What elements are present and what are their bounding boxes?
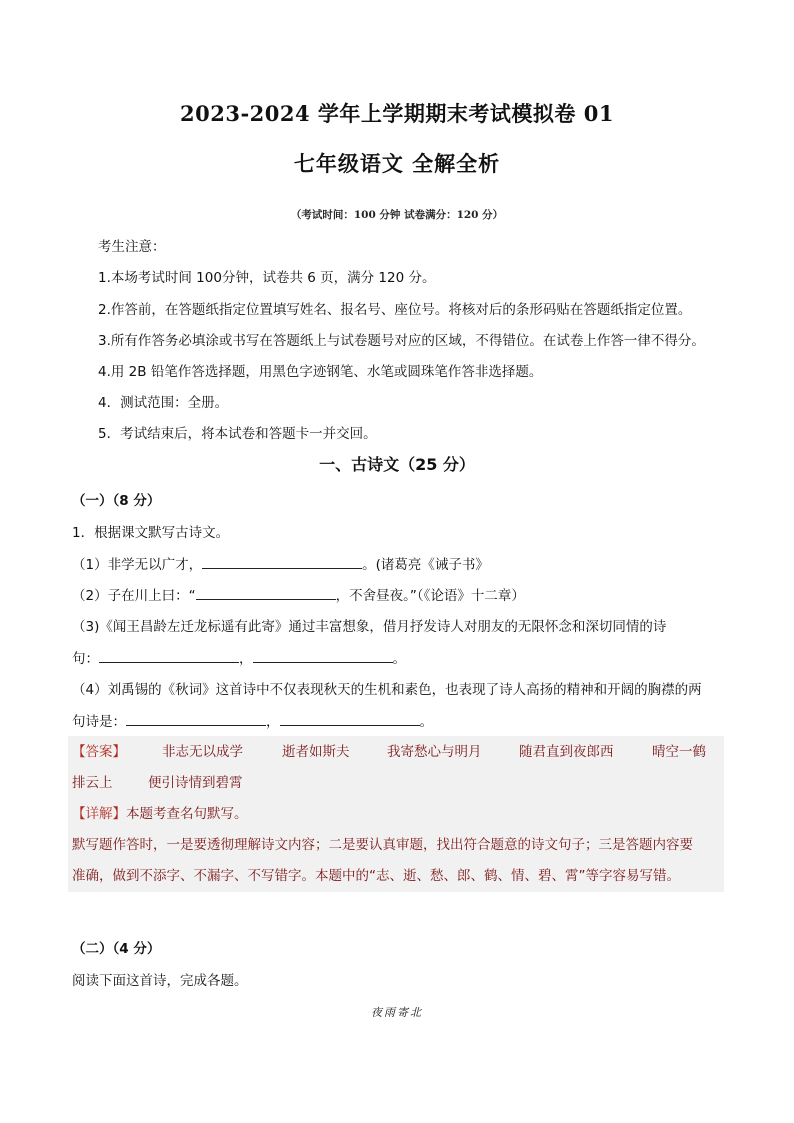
question-line (72, 711, 433, 732)
question-stem: 1．根据课文默写古诗文。 (72, 525, 230, 541)
question-text: （4）刘禹锡的《秋词》这首诗中不仅表现秋天的生机和素色，也表现了诗人高扬的精神和开阔的胸襟的两 (72, 682, 702, 698)
answer-item: 便引诗情到碧霄 (148, 775, 243, 791)
notice-heading: 考生注意： (98, 239, 166, 255)
question-text: （1）非学无以广才， (72, 557, 203, 573)
answer-item: 排云上 (72, 775, 113, 791)
answer-item: 我寄愁心与明月 (387, 744, 482, 760)
question-text: 句诗是： (72, 714, 126, 730)
poem-title: 夜雨寄北 (371, 1006, 423, 1019)
question-text: ，不舍昼夜。”（《论语》十二章） (335, 588, 525, 604)
notice-item: 1.本场考试时间 100分钟，试卷共 6 页，满分 120 分。 (98, 270, 436, 286)
question-text: 句： (72, 651, 99, 667)
instruction-text: 阅读下面这首诗，完成各题。 (72, 973, 248, 989)
notice-item: 5．考试结束后，将本试卷和答题卡一并交回。 (98, 426, 377, 442)
detail-tag: 【详解】 (72, 806, 126, 822)
notice-item: 2.作答前，在答题纸指定位置填写姓名、报名号、座位号。将核对后的条形码贴在答题纸指定位置。 (98, 302, 692, 318)
question-line (72, 648, 406, 669)
notice-item: 4．测试范围：全册。 (98, 395, 229, 411)
question-text: 。(诸葛亮《诫子书》 (362, 557, 489, 573)
answer-tag: 【答案】 (72, 744, 126, 760)
page-subtitle: 七年级语文 全解全析 (293, 152, 501, 176)
detail-row (72, 804, 248, 824)
part-label: （一）（8 分） (72, 493, 161, 509)
answer-blank[interactable] (196, 585, 336, 600)
answer-blank[interactable] (253, 648, 393, 663)
question-text: 。 (392, 651, 406, 667)
answer-item: 非志无以成学 (162, 744, 243, 760)
notice-item: 4.用 2B 铅笔作答选择题，用黑色字迹钢笔、水笔或圆珠笔作答非选择题。 (98, 364, 543, 380)
question-text: （3)《闻王昌龄左迁龙标遥有此寄》通过丰富想象，借月抒发诗人对朋友的无限怀念和深切同情的诗 (72, 619, 667, 635)
detail-text: 本题考查名句默写。 (126, 806, 248, 822)
question-line (72, 554, 489, 575)
answer-blank[interactable] (280, 711, 420, 726)
question-text: ， (239, 651, 253, 667)
question-line (72, 585, 525, 606)
notice-item: 3.所有作答务必填涂或书写在答题纸上与试卷题号对应的区域，不得错位。在试卷上作答一律不得分。 (98, 333, 705, 349)
answer-blank[interactable] (202, 554, 362, 569)
page-title: 2023-2024 学年上学期期末考试模拟卷 01 (180, 101, 614, 126)
explanation-text: 默写题作答时，一是要透彻理解诗文内容；二是要认真审题，找出符合题意的诗文句子；三是答题内容要 (72, 837, 693, 853)
exam-info: （考试时间：100 分钟 试卷满分：120 分） (290, 209, 504, 221)
explanation-text: 准确，做到不添字、不漏字、不写错字。本题中的“志、逝、愁、郎、鹤、情、碧、霄”等字容易写错。 (72, 868, 680, 884)
answer-row (72, 742, 126, 762)
answer-blank[interactable] (99, 648, 239, 663)
answer-item: 晴空一鹤 (652, 744, 706, 760)
question-text: 。 (419, 714, 433, 730)
section-title: 一、古诗文（25 分） (319, 455, 475, 474)
answer-item: 随君直到夜郎西 (519, 744, 614, 760)
answer-item: 逝者如斯夫 (282, 744, 350, 760)
question-text: ， (266, 714, 280, 730)
answer-blank[interactable] (126, 711, 266, 726)
part-label: （二）（4 分） (72, 941, 161, 957)
question-text: （2）子在川上曰：“ (72, 588, 196, 604)
